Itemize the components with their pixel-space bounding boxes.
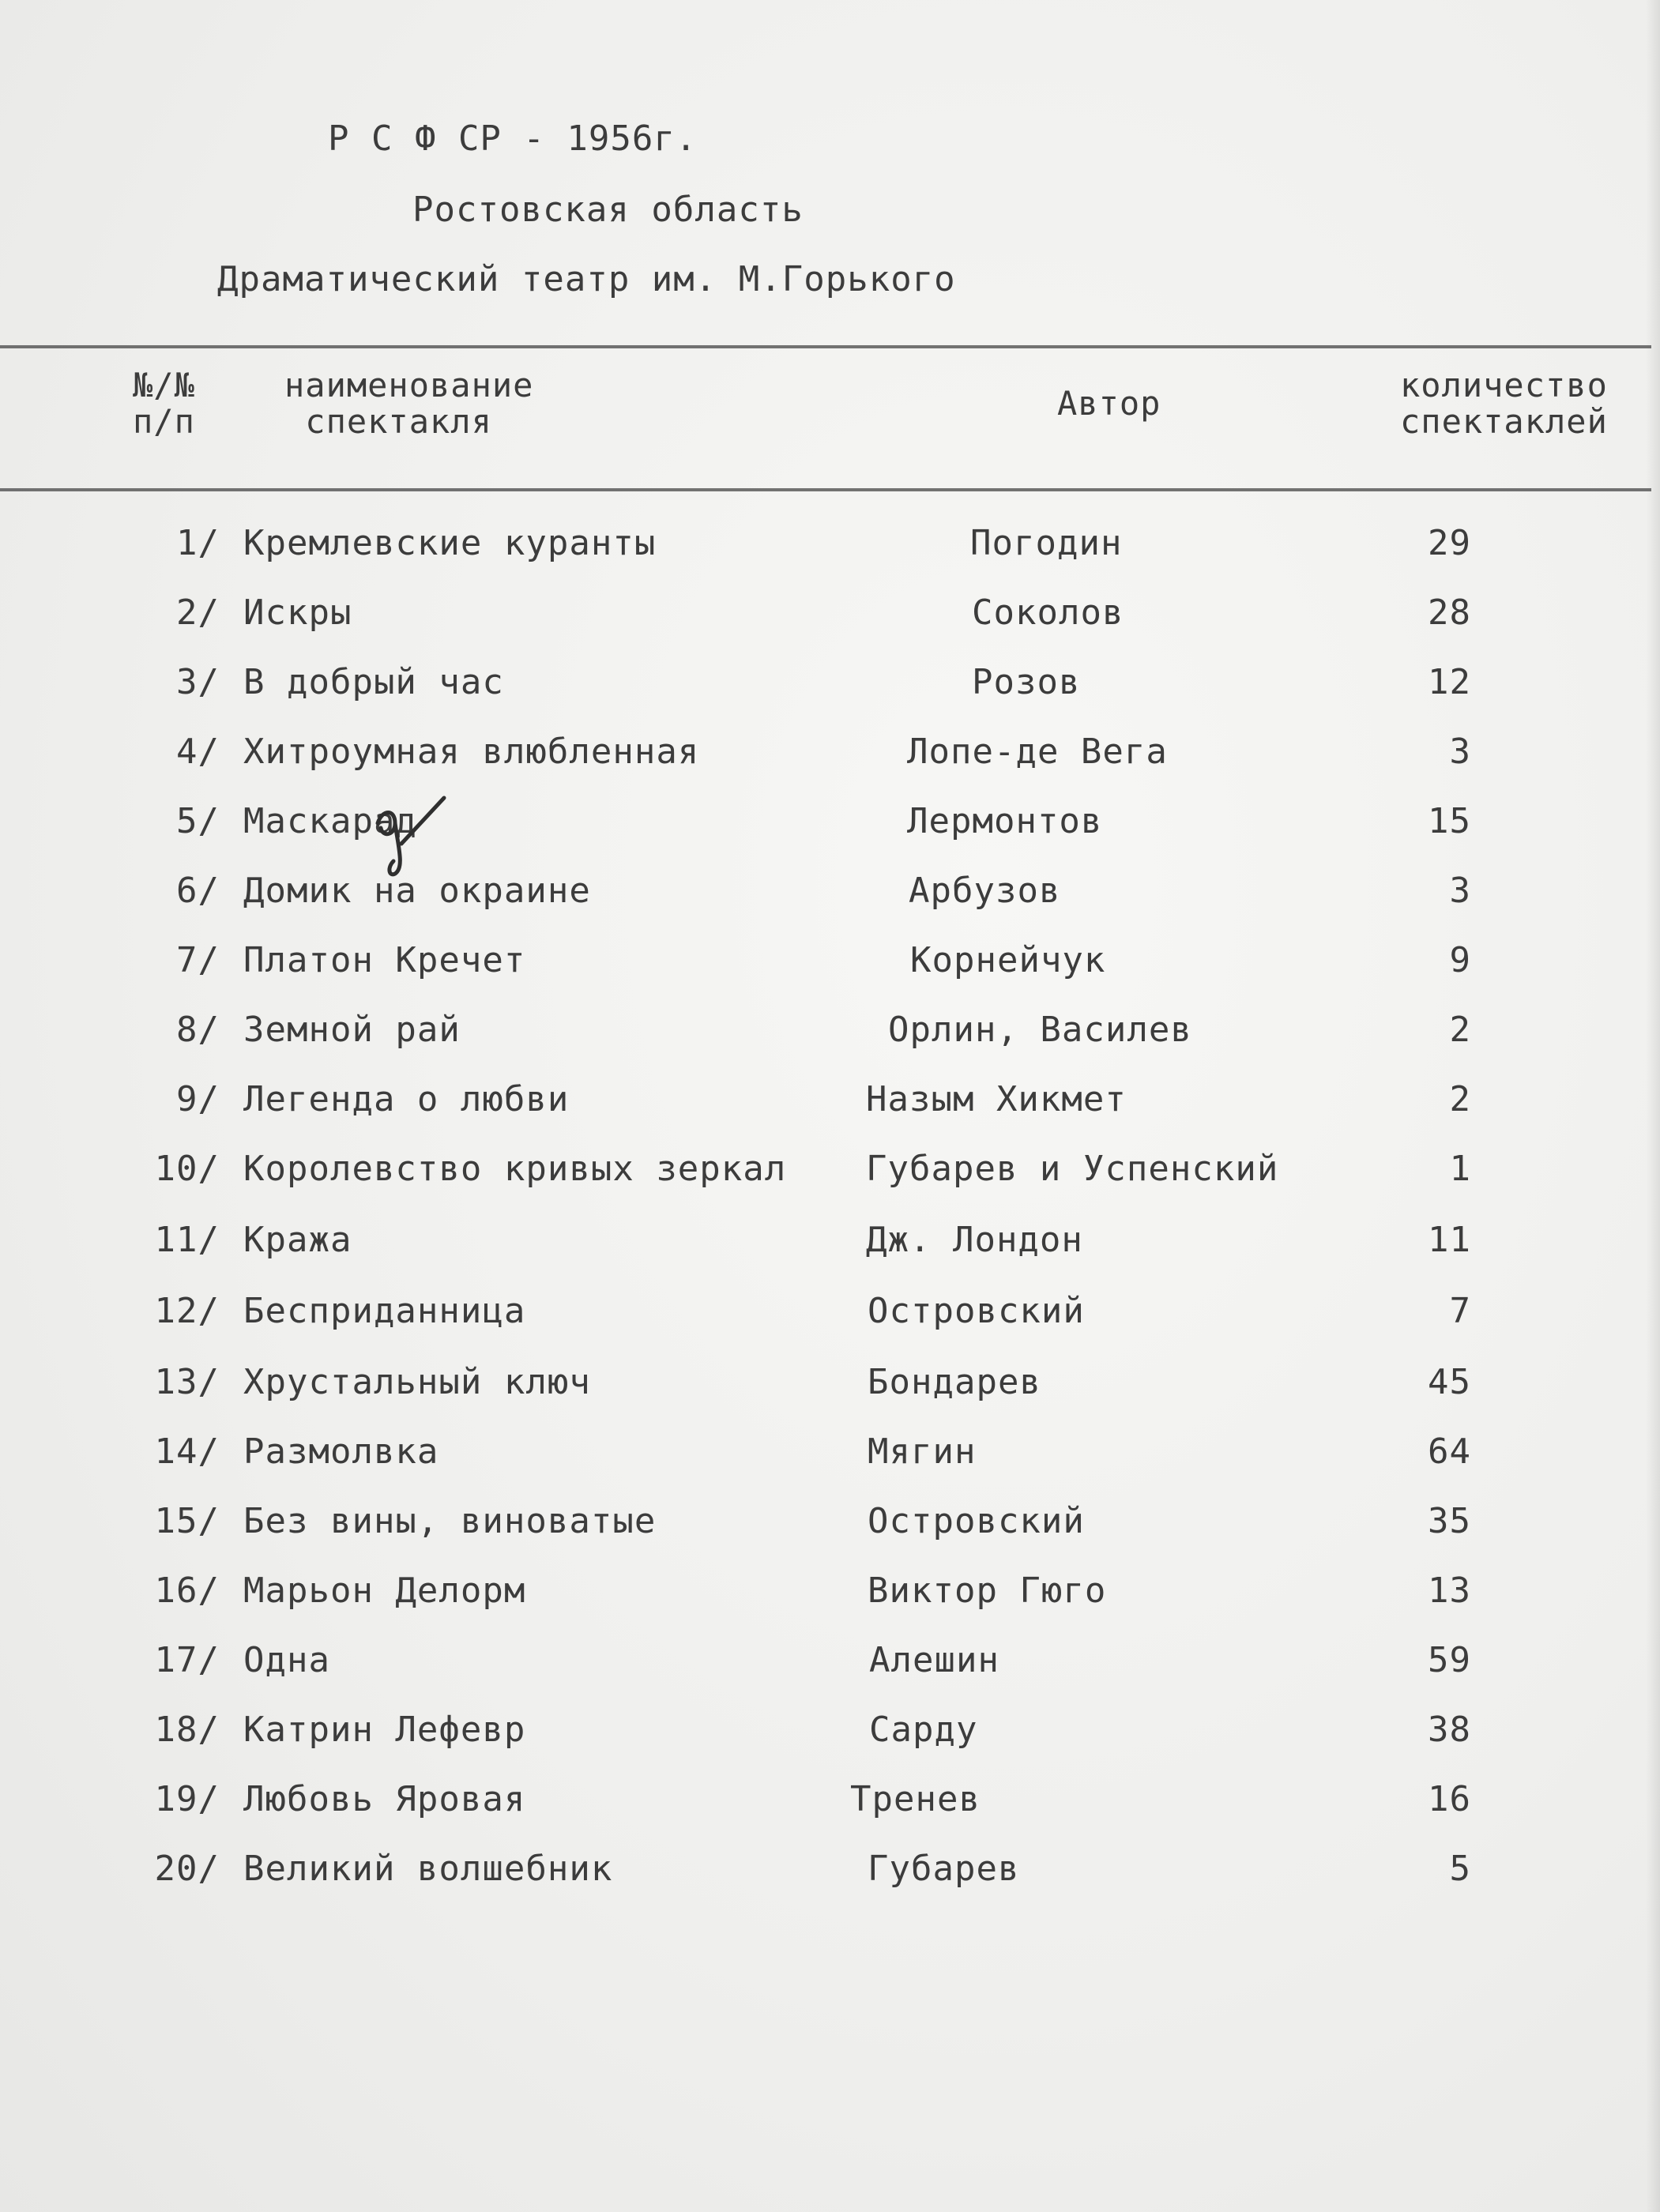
row-title: Платон Кречет [243,940,526,980]
row-title: В добрый час [243,662,504,702]
row-number: 1/ [176,523,220,563]
table-row [0,1217,1660,1264]
row-count: 16 [1428,1779,1471,1819]
table-row [0,589,1660,637]
row-author: Губарев [868,1849,1020,1889]
row-author: Мягин [868,1431,977,1472]
column-header-author: Автор [1057,384,1161,423]
handwritten-correction-mark [371,792,450,878]
row-number: 20/ [154,1849,220,1889]
table-row [0,659,1660,706]
row-number: 13/ [154,1362,220,1402]
table-row [0,1567,1660,1615]
row-count: 35 [1428,1501,1471,1541]
table-row [0,1006,1660,1054]
row-number: 6/ [176,871,220,911]
row-number: 15/ [154,1501,220,1541]
row-count: 59 [1428,1640,1471,1680]
table-row [0,798,1660,845]
row-number: 16/ [154,1571,220,1611]
row-author: Дж. Лондон [866,1220,1083,1260]
row-title: Любовь Яровая [243,1779,526,1819]
row-count: 9 [1449,940,1471,980]
table-row [0,1845,1660,1893]
row-author: Сарду [869,1710,978,1750]
row-title: Домик на окраине [243,871,591,911]
row-author: Лопе-де Вега [907,732,1168,772]
row-count: 15 [1428,801,1471,841]
row-author: Бондарев [868,1362,1041,1402]
table-row [0,1288,1660,1335]
row-number: 10/ [154,1149,220,1189]
row-author: Розов [972,662,1081,702]
row-title: Великий волшебник [243,1849,613,1889]
row-count: 38 [1428,1710,1471,1750]
row-number: 14/ [154,1431,220,1472]
row-count: 64 [1428,1431,1471,1472]
row-author: Губарев и Успенский [866,1149,1279,1189]
row-number: 2/ [176,592,220,633]
row-count: 45 [1428,1362,1471,1402]
row-author: Алешин [869,1640,999,1680]
row-title: Бесприданница [243,1291,526,1331]
row-author: Соколов [972,592,1124,633]
row-count: 3 [1449,871,1471,911]
row-number: 19/ [154,1779,220,1819]
row-count: 28 [1428,592,1471,633]
row-title: Без вины, виноватые [243,1501,657,1541]
row-author: Виктор Гюго [868,1571,1107,1611]
row-number: 11/ [154,1220,220,1260]
row-author: Островский [868,1501,1085,1541]
row-author: Островский [868,1291,1085,1331]
column-header-title: наименование спектакля [284,366,534,441]
row-title: Искры [243,592,352,633]
row-title: Хрустальный ключ [243,1362,591,1402]
row-author: Арбузов [909,871,1061,911]
row-count: 5 [1449,1849,1471,1889]
table-row [0,1706,1660,1754]
row-author: Погодин [970,523,1123,563]
row-count: 2 [1449,1079,1471,1119]
table-row [0,1637,1660,1684]
row-title: Кража [243,1220,352,1260]
row-title: Размолвка [243,1431,439,1472]
table-row [0,1146,1660,1193]
header-theatre: Драматический театр им. М.Горького [217,259,956,299]
row-title: Одна [243,1640,330,1680]
row-title: Королевство кривых зеркал [243,1149,787,1189]
row-title: Земной рай [243,1010,461,1050]
table-row [0,867,1660,915]
row-count: 13 [1428,1571,1471,1611]
column-header-count: количество спектаклей [1400,366,1608,441]
row-title: Марьон Делорм [243,1571,526,1611]
row-title: Легенда о любви [243,1079,570,1119]
table-row [0,1498,1660,1545]
table-row [0,520,1660,567]
row-number: 9/ [176,1079,220,1119]
row-number: 5/ [176,801,220,841]
row-number: 18/ [154,1710,220,1750]
row-author: Лермонтов [907,801,1103,841]
row-author: Тренев [850,1779,981,1819]
table-row [0,1428,1660,1476]
table-row [0,728,1660,776]
row-author: Корнейчук [910,940,1106,980]
header-republic-year: Р С Ф СР - 1956г. [328,118,698,159]
table-row [0,1076,1660,1123]
row-number: 3/ [176,662,220,702]
row-number: 4/ [176,732,220,772]
row-count: 3 [1449,732,1471,772]
row-author: Назым Хикмет [866,1079,1127,1119]
column-header-number: №/№ п/п [133,366,195,441]
row-number: 7/ [176,940,220,980]
row-number: 17/ [154,1640,220,1680]
row-count: 12 [1428,662,1471,702]
row-title: Кремлевские куранты [243,523,657,563]
row-count: 1 [1449,1149,1471,1189]
table-row [0,1359,1660,1406]
table-row [0,937,1660,984]
header-region: Ростовская область [412,190,804,230]
row-number: 8/ [176,1010,220,1050]
row-count: 7 [1449,1291,1471,1331]
row-title: Хитроумная влюбленная [243,732,700,772]
table-row [0,1776,1660,1823]
row-count: 2 [1449,1010,1471,1050]
row-number: 12/ [154,1291,220,1331]
row-author: Орлин, Василев [888,1010,1192,1050]
row-count: 11 [1428,1220,1471,1260]
row-count: 29 [1428,523,1471,563]
row-title: Катрин Лефевр [243,1710,526,1750]
row-title: Маскарад [243,801,417,841]
